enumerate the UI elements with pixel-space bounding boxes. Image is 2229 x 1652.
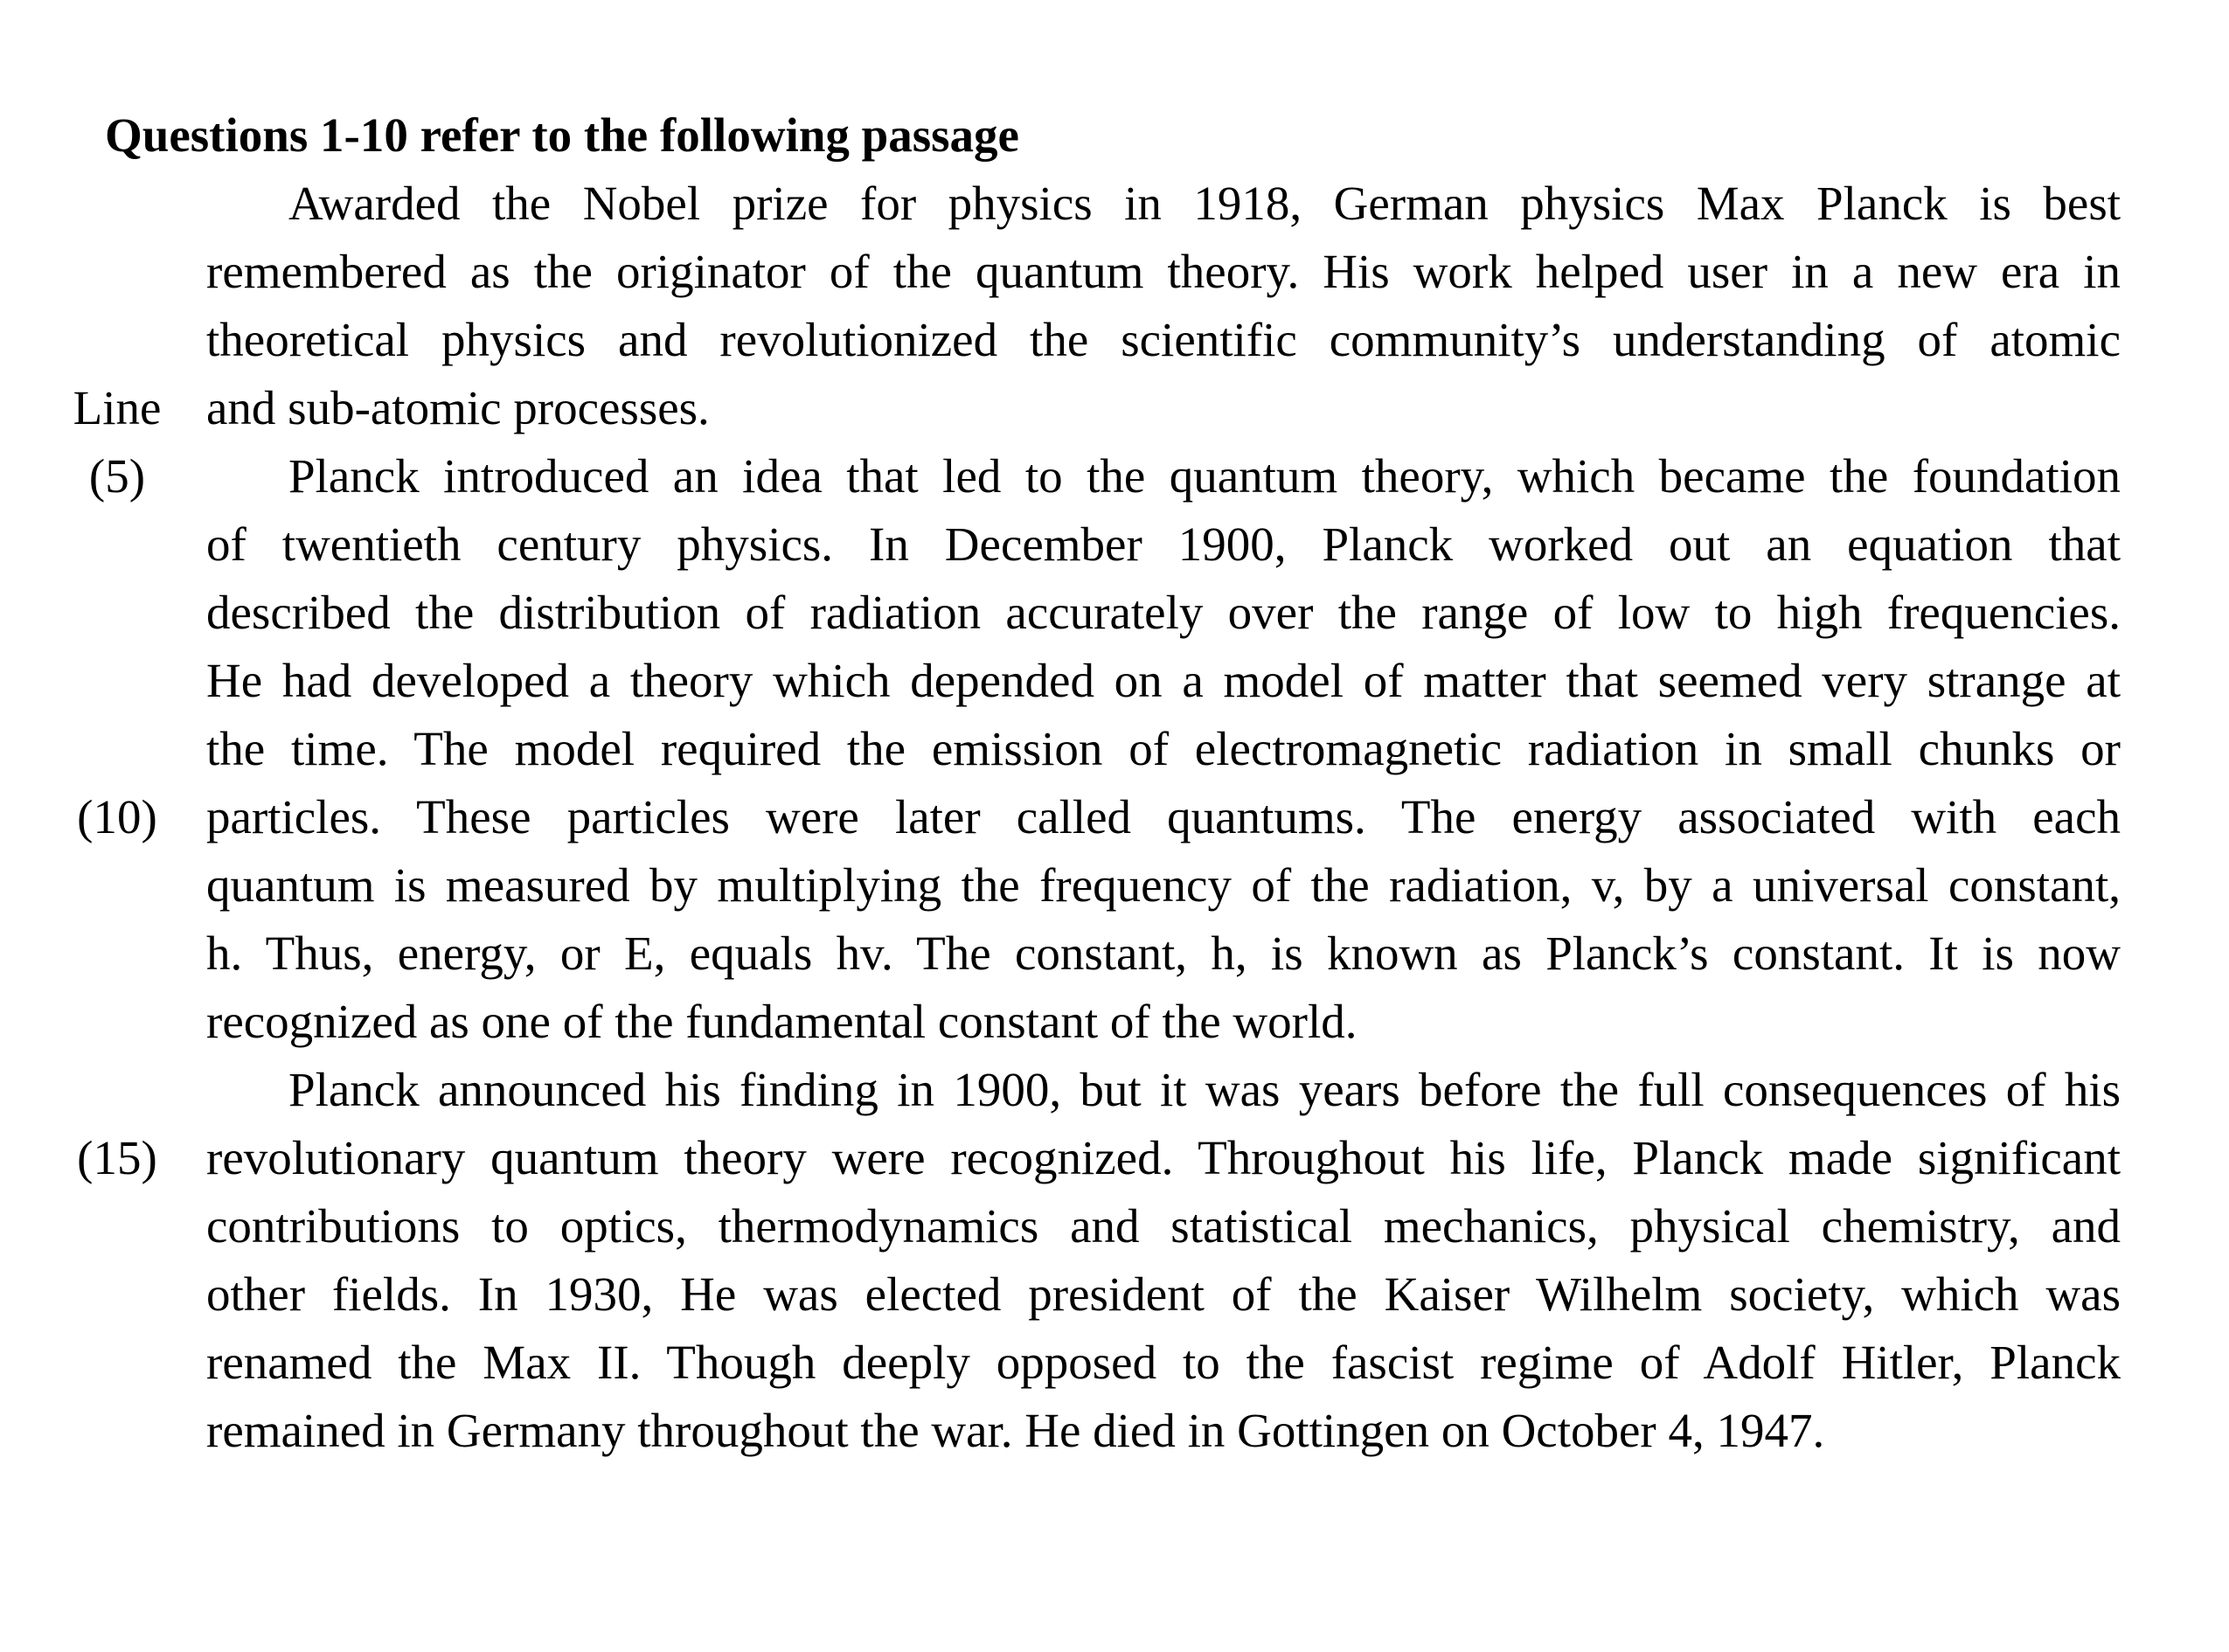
line-number-5: (5) (88, 449, 146, 503)
passage-line-11: quantum is measured by multiplying the frequency of the radiation, v, by a universal constant, (206, 858, 2121, 912)
passage-line-17: other fields. In 1930, He was elected president of the Kaiser Wilhelm society, which was (206, 1267, 2121, 1321)
line-number-10: (10) (77, 790, 157, 843)
passage-line-5: Planck introduced an idea that led to the quantum theory, which became the foundation (288, 449, 2121, 503)
passage-line-10: particles. These particles were later called quantums. The energy associated with each (206, 790, 2121, 843)
passage-line-16: contributions to optics, thermodynamics and statistical mechanics, physical chemistry, and (206, 1199, 2121, 1253)
passage-heading: Questions 1-10 refer to the following passage (105, 108, 1019, 162)
passage-line-19: remained in Germany throughout the war. He died in Gottingen on October 4, 1947. (206, 1404, 1825, 1457)
passage-line-6: of twentieth century physics. In December 1900, Planck worked out an equation that (206, 517, 2121, 571)
line-number-15: (15) (77, 1131, 157, 1184)
passage-line-12: h. Thus, energy, or E, equals hv. The constant, h, is known as Planck’s constant. It is now (206, 927, 2121, 980)
passage-line-13: recognized as one of the fundamental constant of the world. (206, 995, 1358, 1048)
passage-line-9: the time. The model required the emission of electromagnetic radiation in small chunks or (206, 722, 2121, 775)
passage-line-3: theoretical physics and revolutionized the scientific community’s understanding of atomic (206, 313, 2121, 366)
line-label: Line (73, 381, 162, 434)
passage-line-18: renamed the Max II. Though deeply opposed to the fascist regime of Adolf Hitler, Planck (206, 1336, 2121, 1389)
passage-line-8: He had developed a theory which depended on a model of matter that seemed very strange at (206, 654, 2121, 707)
passage-line-15: revolutionary quantum theory were recognized. Throughout his life, Planck made significant (206, 1131, 2121, 1184)
passage-line-4: and sub-atomic processes. (206, 381, 710, 434)
passage-line-1: Awarded the Nobel prize for physics in 1918, German physics Max Planck is best (288, 177, 2121, 230)
passage-line-2: remembered as the originator of the quantum theory. His work helped user in a new era in (206, 245, 2121, 298)
passage-line-14: Planck announced his finding in 1900, but it was years before the full consequences of his (288, 1063, 2121, 1116)
passage-line-7: described the distribution of radiation accurately over the range of low to high frequencies. (206, 586, 2121, 639)
